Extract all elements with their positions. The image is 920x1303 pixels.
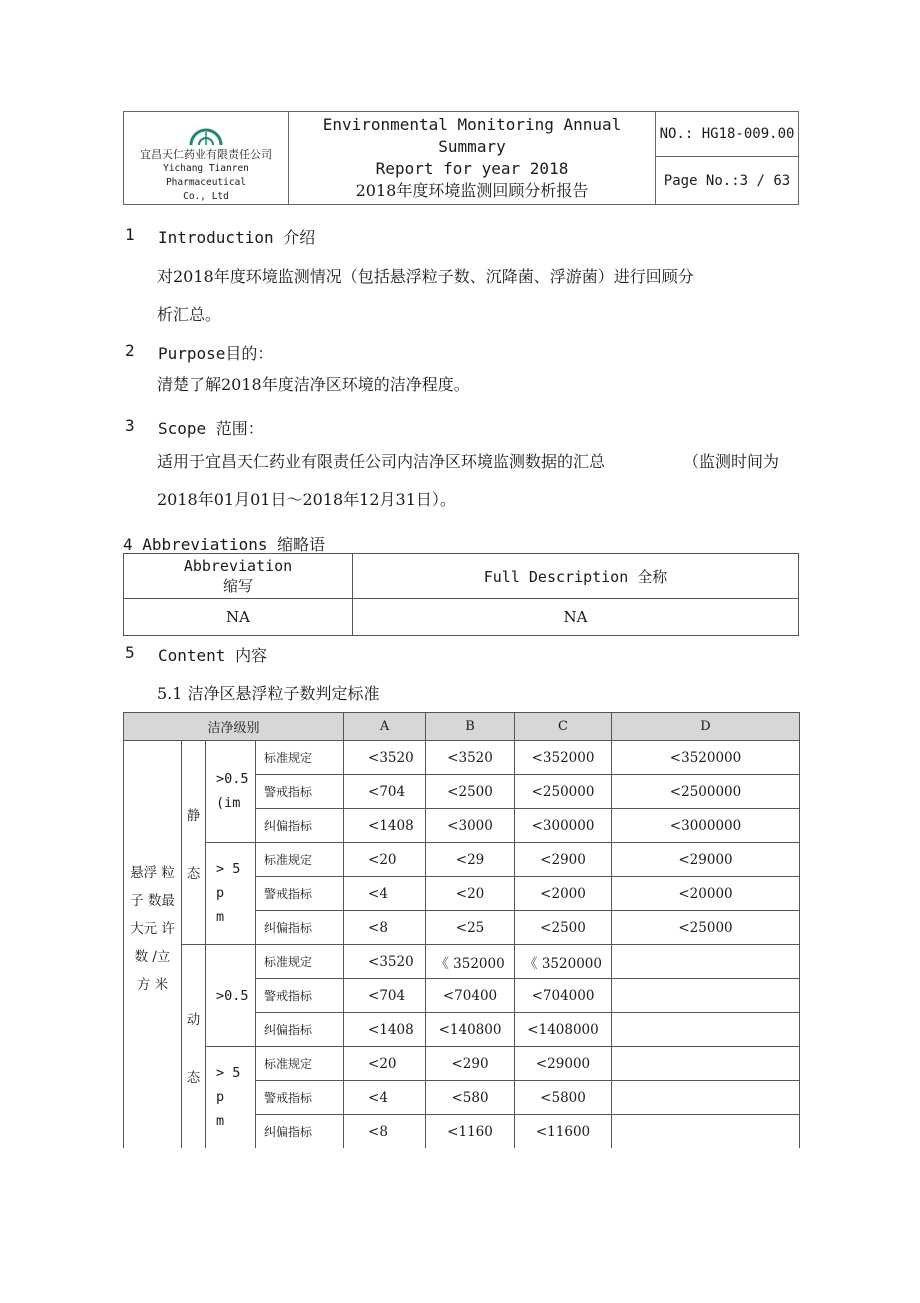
cell-a: <8 xyxy=(344,911,426,945)
section-1-text-line2: 析汇总。 xyxy=(157,305,222,324)
row-label: 标准规定 xyxy=(256,843,344,877)
abbreviation-value: NA xyxy=(124,599,353,636)
section-1-number: 1 xyxy=(125,225,135,244)
abbreviation-header-cn: 缩写 xyxy=(222,577,253,595)
full-description-header: Full Description 全称 xyxy=(353,554,799,599)
cell-d: <3520000 xyxy=(612,741,800,775)
company-name-cn: 宜昌天仁药业有限责任公司 xyxy=(140,148,272,161)
state-dynamic xyxy=(182,945,206,1149)
row-label: 警戒指标 xyxy=(256,877,344,911)
state-dynamic-char2: 态 xyxy=(186,1069,201,1086)
cell-d: <25000 xyxy=(612,911,800,945)
row-label: 警戒指标 xyxy=(256,1081,344,1115)
particle-size-5-unit-p: p xyxy=(216,1089,225,1105)
grade-d-header: D xyxy=(612,713,800,741)
section-2-title: Purpose目的： xyxy=(158,344,274,363)
cell-a: <1408 xyxy=(344,809,426,843)
cell-a: <3520 xyxy=(344,945,426,979)
report-title-line2: Report for year 2018 xyxy=(375,159,569,178)
cell-b: <29 xyxy=(426,843,515,877)
particle-size-05-dynamic: >0.5 xyxy=(206,945,256,1047)
full-description-value: NA xyxy=(353,599,799,636)
particle-size-5-unit-m: m xyxy=(216,909,225,925)
cell-d xyxy=(612,979,800,1013)
section-3-text-line1b: （监测时间为 xyxy=(683,452,780,471)
row-label: 纠偏指标 xyxy=(256,1013,344,1047)
cell-c: <250000 xyxy=(515,775,612,809)
particle-size-5-unit-m: m xyxy=(216,1113,225,1129)
section-3-text-line1a: 适用于宜昌天仁药业有限责任公司内洁净区环境监测数据的汇总 xyxy=(157,452,606,471)
row-label: 纠偏指标 xyxy=(256,809,344,843)
cell-d xyxy=(612,1081,800,1115)
report-title-line1: Environmental Monitoring Annual Summary xyxy=(322,115,622,156)
cell-c: <1408000 xyxy=(515,1013,612,1047)
cell-a: <4 xyxy=(344,1081,426,1115)
cell-c: <5800 xyxy=(515,1081,612,1115)
cell-b: <70400 xyxy=(426,979,515,1013)
report-title-line3: 2018年度环境监测回顾分析报告 xyxy=(355,181,589,200)
cell-a: <3520 xyxy=(344,741,426,775)
company-logo-cell xyxy=(124,112,289,205)
section-5-number: 5 xyxy=(125,643,135,662)
section-2-text: 清楚了解2018年度洁净区环境的洁净程度。 xyxy=(157,375,470,394)
cell-c: <2500 xyxy=(515,911,612,945)
row-group-line: 大元 许 xyxy=(130,920,175,937)
row-label: 标准规定 xyxy=(256,1047,344,1081)
abbreviation-header-en: Abbreviation xyxy=(183,557,293,575)
section-1-text-line1: 对2018年度环境监测情况（包括悬浮粒子数、沉降菌、浮游菌）进行回顾分 xyxy=(157,267,694,286)
cell-b: <3520 xyxy=(426,741,515,775)
particle-size-5-static xyxy=(206,843,256,945)
row-label: 警戒指标 xyxy=(256,979,344,1013)
cell-b: <290 xyxy=(426,1047,515,1081)
particle-limit-table xyxy=(123,712,800,1148)
cell-a: <8 xyxy=(344,1115,426,1149)
cell-b: <20 xyxy=(426,877,515,911)
cell-c: <704000 xyxy=(515,979,612,1013)
page-number: Page No.:3 / 63 xyxy=(656,157,799,205)
grade-c-header: C xyxy=(515,713,612,741)
document-number: NO.: HG18-009.00 xyxy=(656,112,799,157)
cell-d: <20000 xyxy=(612,877,800,911)
row-group-line: 方 米 xyxy=(136,976,169,993)
cell-d xyxy=(612,945,800,979)
section-3-number: 3 xyxy=(125,416,135,435)
company-name-en-suffix: Co., Ltd xyxy=(183,191,229,202)
state-dynamic-char1: 动 xyxy=(186,1011,201,1028)
cell-b: <140800 xyxy=(426,1013,515,1047)
cell-b: <25 xyxy=(426,911,515,945)
cell-b: 《 352000 xyxy=(426,945,515,979)
row-label: 标准规定 xyxy=(256,741,344,775)
cell-c: <2900 xyxy=(515,843,612,877)
row-label: 标准规定 xyxy=(256,945,344,979)
section-3-title: Scope 范围： xyxy=(158,419,264,438)
cell-d xyxy=(612,1013,800,1047)
section-3-text-line2: 2018年01月01日～2018年12月31日）。 xyxy=(157,490,456,509)
section-1-title: Introduction 介绍 xyxy=(158,228,316,247)
cell-c: <300000 xyxy=(515,809,612,843)
state-static-char2: 态 xyxy=(186,865,201,882)
cell-d: <2500000 xyxy=(612,775,800,809)
particle-size-5-label: > 5 xyxy=(216,1065,241,1081)
cell-a: <704 xyxy=(344,775,426,809)
section-4-title: 4 Abbreviations 缩略语 xyxy=(123,535,326,554)
grade-header: 洁净级别 xyxy=(124,713,344,741)
row-label: 警戒指标 xyxy=(256,775,344,809)
cell-a: <20 xyxy=(344,843,426,877)
abbreviation-header xyxy=(124,554,353,599)
cell-d xyxy=(612,1047,800,1081)
cell-b: <580 xyxy=(426,1081,515,1115)
particle-size-5-label: > 5 xyxy=(216,861,241,877)
cell-c: <352000 xyxy=(515,741,612,775)
section-5-title: Content 内容 xyxy=(158,646,268,665)
particle-size-05-static xyxy=(206,741,256,843)
state-static-char1: 静 xyxy=(186,807,201,824)
row-group-line: 悬浮 粒 xyxy=(130,864,175,881)
row-group-line: 子 数最 xyxy=(130,892,175,909)
company-name-en: Yichang Tianren Pharmaceutical xyxy=(163,163,249,188)
cell-d xyxy=(612,1115,800,1149)
cell-a: <1408 xyxy=(344,1013,426,1047)
section-5-1-title: 5.1 洁净区悬浮粒子数判定标准 xyxy=(157,684,380,703)
row-label: 纠偏指标 xyxy=(256,1115,344,1149)
report-title xyxy=(289,112,656,205)
company-logo-icon xyxy=(188,128,224,146)
row-group-label xyxy=(124,741,182,1149)
section-2-number: 2 xyxy=(125,341,135,360)
cell-b: <2500 xyxy=(426,775,515,809)
particle-size-5-unit-p: p xyxy=(216,885,225,901)
particle-size-unit: (im xyxy=(216,795,241,811)
particle-size-05-label: >0.5 xyxy=(216,771,249,787)
cell-c: 《 3520000 xyxy=(515,945,612,979)
state-static xyxy=(182,741,206,945)
particle-size-5-dynamic xyxy=(206,1047,256,1149)
cell-b: <1160 xyxy=(426,1115,515,1149)
grade-b-header: B xyxy=(426,713,515,741)
cell-c: <11600 xyxy=(515,1115,612,1149)
cell-a: <704 xyxy=(344,979,426,1013)
cell-d: <29000 xyxy=(612,843,800,877)
abbreviation-table xyxy=(123,553,799,636)
cell-d: <3000000 xyxy=(612,809,800,843)
cell-a: <20 xyxy=(344,1047,426,1081)
document-header xyxy=(123,111,799,205)
cell-c: <29000 xyxy=(515,1047,612,1081)
row-group-line: 数 /立 xyxy=(134,948,171,965)
cell-c: <2000 xyxy=(515,877,612,911)
cell-a: <4 xyxy=(344,877,426,911)
row-label: 纠偏指标 xyxy=(256,911,344,945)
cell-b: <3000 xyxy=(426,809,515,843)
grade-a-header: A xyxy=(344,713,426,741)
